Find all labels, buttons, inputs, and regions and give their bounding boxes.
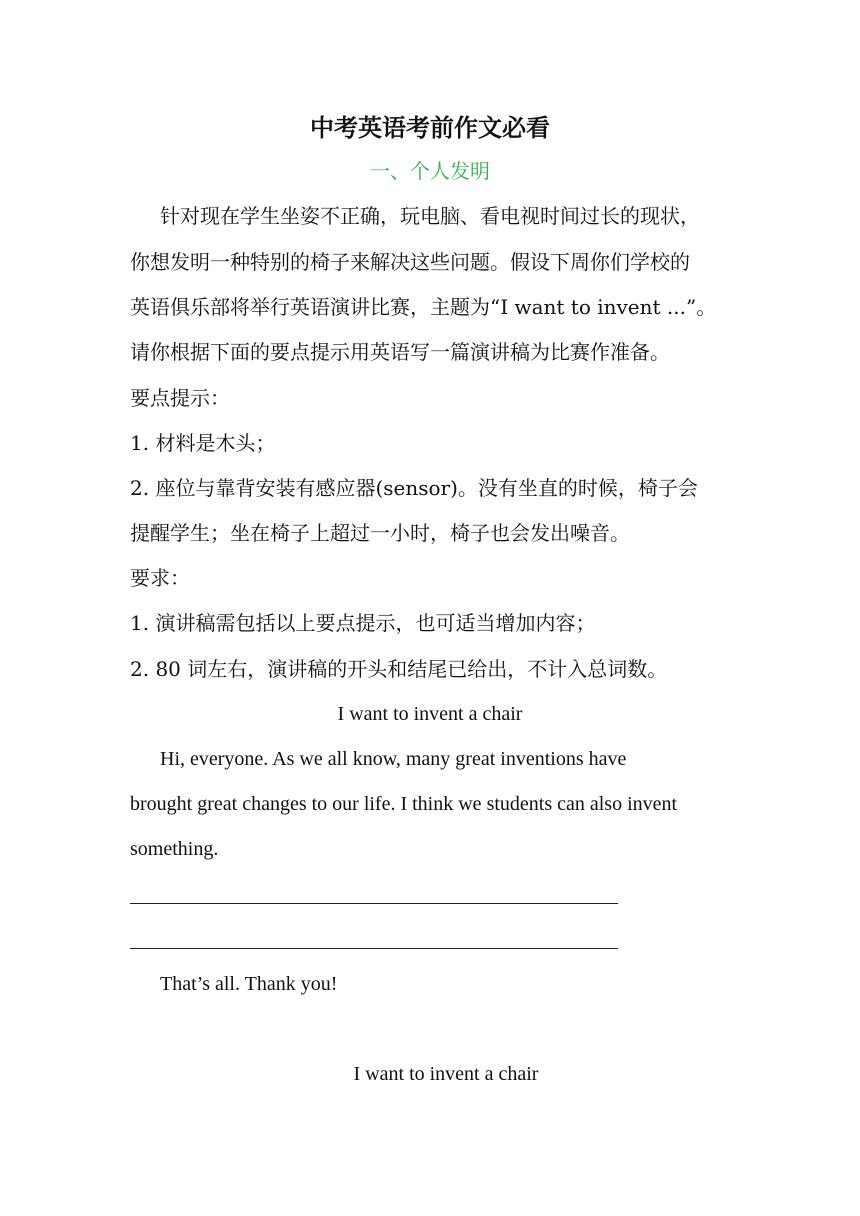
essay-opening-line: Hi, everyone. As we all know, many great inventions have [160,748,627,770]
document-title: 中考英语考前作文必看 [310,113,550,142]
key-points-heading: 要点提示： [130,386,230,410]
sample-essay-title: I want to invent a chair [353,1063,539,1085]
essay-opening-line: brought great changes to our life. I think we students can also invent [130,793,678,815]
prompt-line: 你想发明一种特别的椅子来解决这些问题。假设下周你们学校的 [130,250,690,274]
key-point-item: 1. 材料是木头； [130,431,276,455]
answer-blank-line [130,948,618,949]
prompt-line: 英语俱乐部将举行英语演讲比赛，主题为“I want to invent ...”。 [130,295,717,319]
requirements-heading: 要求： [130,566,190,590]
prompt-line: 请你根据下面的要点提示用英语写一篇演讲稿为比赛作准备。 [130,340,670,364]
answer-blank-line [130,903,618,904]
prompt-line: 针对现在学生坐姿不正确，玩电脑、看电视时间过长的现状， [160,204,700,228]
key-point-item: 提醒学生；坐在椅子上超过一小时，椅子也会发出噪音。 [130,521,630,545]
essay-opening-line: something. [130,838,219,860]
essay-closing: That’s all. Thank you! [160,973,338,995]
section-heading: 一、个人发明 [370,159,490,183]
requirement-item: 1. 演讲稿需包括以上要点提示，也可适当增加内容； [130,611,596,635]
essay-title: I want to invent a chair [337,703,523,725]
key-point-item: 2. 座位与靠背安装有感应器(sensor)。没有坐直的时候，椅子会 [130,476,698,500]
requirement-item: 2. 80 词左右，演讲稿的开头和结尾已给出，不计入总词数。 [130,657,668,681]
